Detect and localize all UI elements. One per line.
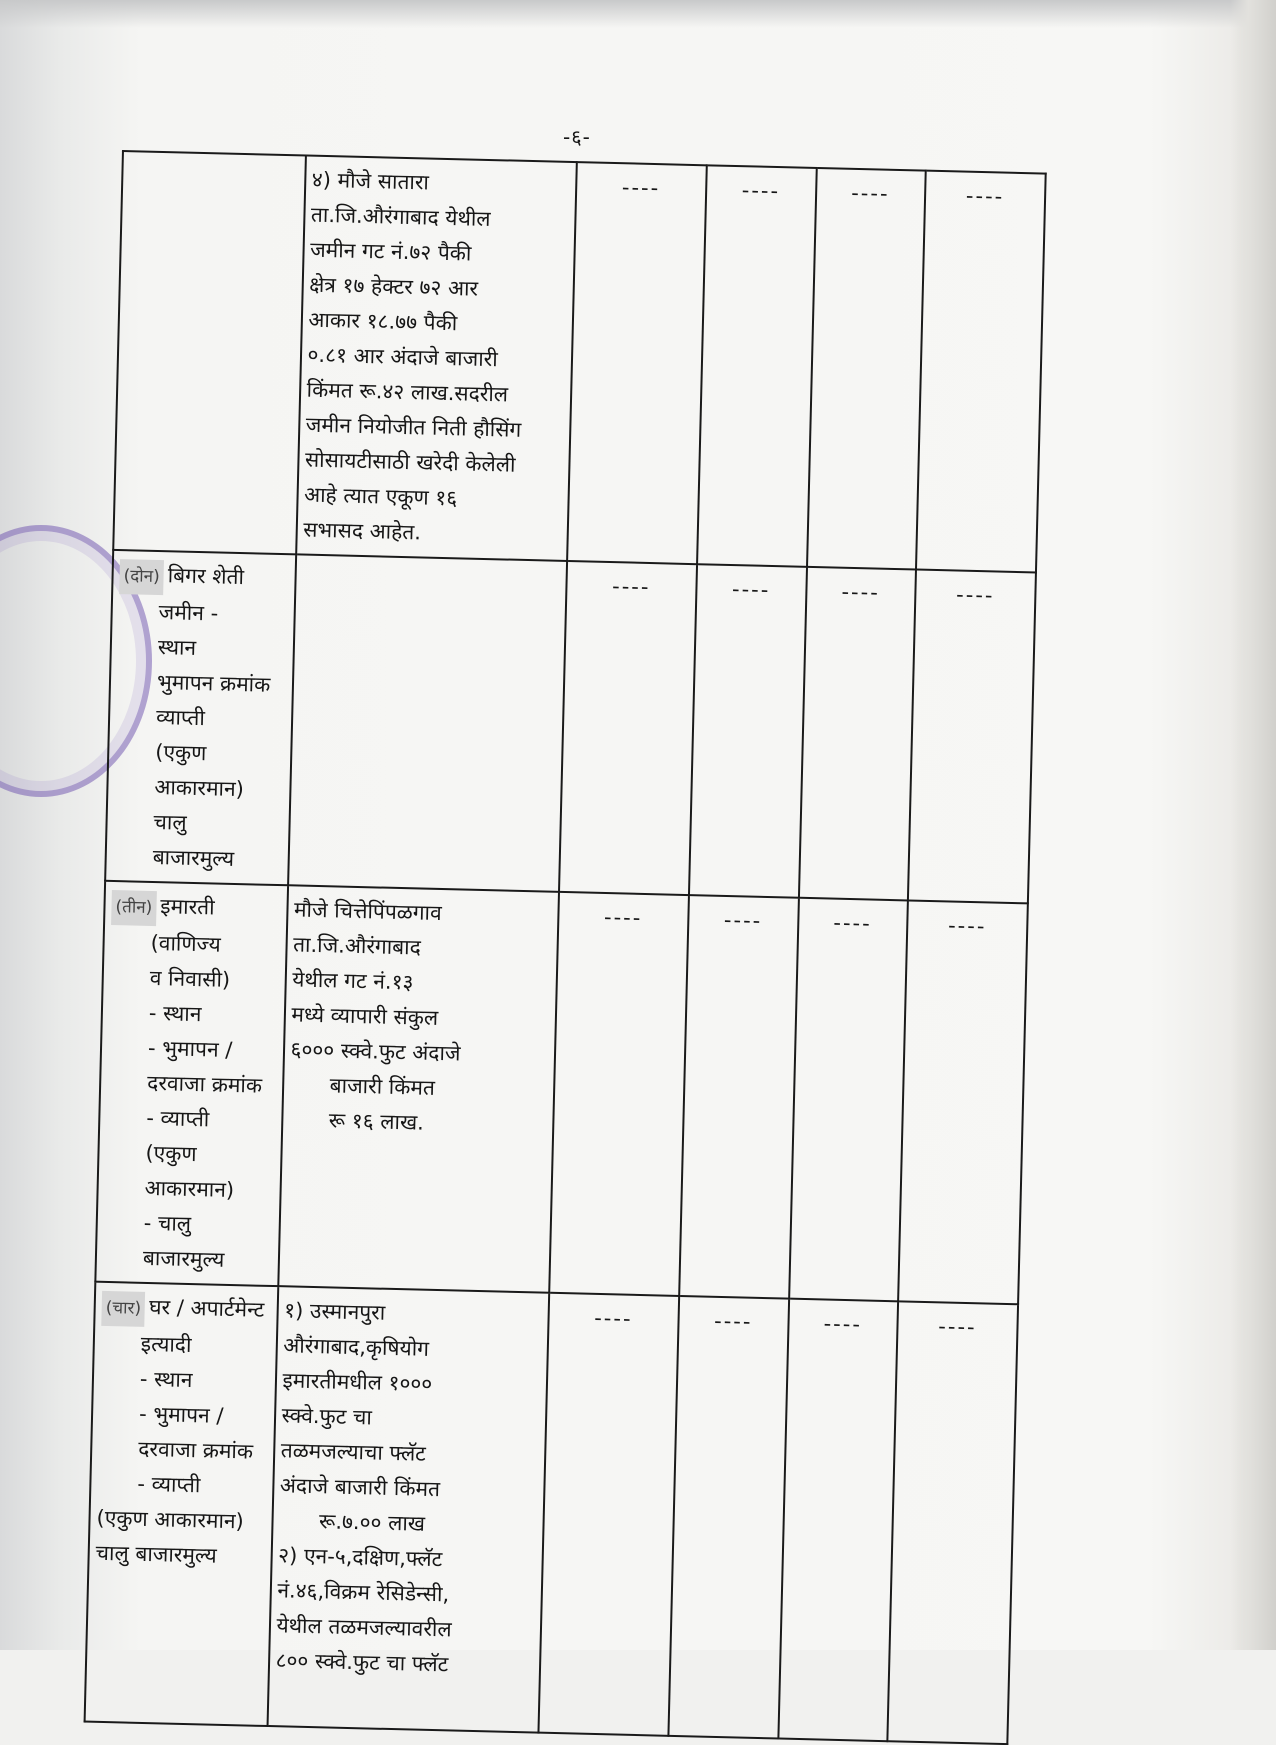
label-line: घर / अपार्टमेन्ट bbox=[149, 1295, 265, 1322]
row-number: (तीन) bbox=[111, 890, 157, 926]
desc-line: किंमत रू.४२ लाख.सदरील bbox=[306, 373, 564, 414]
desc-line: बाजारी किंमत bbox=[289, 1067, 547, 1108]
table-row bbox=[105, 550, 1036, 903]
label-line: - स्थान bbox=[108, 995, 277, 1034]
value-cell bbox=[898, 900, 1028, 1304]
desc-line: आहे त्यात एकूण १६ bbox=[304, 478, 562, 519]
desc-line: १) उस्मानपुरा bbox=[284, 1293, 542, 1334]
right-page-edge bbox=[1230, 0, 1276, 1650]
dash-placeholder: ---- bbox=[938, 1314, 977, 1339]
value-cell bbox=[697, 165, 816, 567]
desc-line: ४) मौजे सातारा bbox=[311, 163, 569, 204]
desc-line: येथील गट नं.१३ bbox=[292, 962, 550, 1003]
value-cell bbox=[668, 1296, 788, 1739]
label-line: व निवासी) bbox=[109, 960, 278, 999]
asset-details-table bbox=[84, 150, 1047, 1745]
desc-line: जमीन गट नं.७२ पैकी bbox=[310, 233, 568, 274]
label-line: (एकुण bbox=[115, 734, 284, 773]
value-cell bbox=[689, 564, 807, 898]
value-cell bbox=[549, 892, 689, 1296]
desc-line: आकार १८.७७ पैकी bbox=[308, 303, 566, 344]
desc-line: औरंगाबाद,कृषियोग bbox=[283, 1328, 541, 1369]
desc-line: ०.८१ आर अंदाजे बाजारी bbox=[307, 338, 565, 379]
label-line: - भुमापन / bbox=[99, 1396, 268, 1435]
label-line: बिगर शेती bbox=[167, 563, 244, 589]
label-line: दरवाजा क्रमांक bbox=[107, 1065, 276, 1104]
value-cell bbox=[887, 1301, 1018, 1744]
value-cell bbox=[789, 898, 908, 1302]
value-cell bbox=[679, 895, 798, 1299]
dash-placeholder: ---- bbox=[594, 1306, 633, 1331]
table-row bbox=[113, 151, 1045, 572]
desc-line: येथील तळमजल्यावरील bbox=[276, 1608, 534, 1649]
desc-line: नं.४६,विक्रम रेसिडेन्सी, bbox=[277, 1573, 535, 1614]
label-line: इमारती bbox=[160, 894, 215, 919]
label-line: आकारमान) bbox=[104, 1170, 273, 1209]
dash-placeholder: ---- bbox=[724, 908, 763, 933]
desc-line: जमीन नियोजीत निती हौसिंग bbox=[305, 408, 563, 449]
value-cell bbox=[807, 168, 926, 570]
row-description-cell bbox=[296, 155, 577, 561]
label-line: दरवाजा क्रमांक bbox=[98, 1431, 267, 1470]
dash-placeholder: ---- bbox=[823, 1311, 862, 1336]
desc-line: रू.७.०० लाख bbox=[279, 1503, 537, 1544]
value-cell bbox=[798, 567, 916, 901]
row-description-cell bbox=[267, 1286, 549, 1732]
dash-placeholder: ---- bbox=[714, 1309, 753, 1334]
dash-placeholder: ---- bbox=[851, 181, 890, 206]
label-line: - स्थान bbox=[100, 1361, 269, 1400]
desc-line: मौजे चित्तेपिंपळगाव bbox=[294, 892, 552, 933]
row-label-cell bbox=[113, 151, 305, 554]
label-line: व्याप्ती bbox=[116, 699, 285, 738]
label-line: भुमापन क्रमांक bbox=[117, 664, 286, 703]
desc-line: ता.जि.औरंगाबाद bbox=[293, 927, 551, 968]
dash-placeholder: ---- bbox=[948, 913, 987, 938]
row-label-cell bbox=[105, 550, 296, 885]
desc-line: स्क्वे.फुट चा bbox=[281, 1398, 539, 1439]
label-line: - भुमापन / bbox=[108, 1030, 277, 1069]
desc-line: क्षेत्र १७ हेक्टर ७२ आर bbox=[309, 268, 567, 309]
value-cell bbox=[778, 1299, 898, 1742]
row-description-cell bbox=[288, 554, 567, 892]
desc-line: इमारतीमधील १००० bbox=[282, 1363, 540, 1404]
desc-line: रू १६ लाख. bbox=[288, 1102, 546, 1143]
label-line: - व्याप्ती bbox=[97, 1466, 266, 1505]
label-line: (एकुण आकारमान) bbox=[96, 1501, 265, 1540]
desc-line: ता.जि.औरंगाबाद येथील bbox=[311, 198, 569, 239]
dash-placeholder: ---- bbox=[956, 583, 995, 608]
row-number: (दोन) bbox=[119, 559, 164, 595]
desc-line: सभासद आहेत. bbox=[303, 513, 561, 554]
dash-placeholder: ---- bbox=[833, 911, 872, 936]
dash-placeholder: ---- bbox=[612, 574, 651, 599]
dash-placeholder: ---- bbox=[732, 577, 771, 602]
top-binding-shadow bbox=[0, 0, 1276, 28]
desc-line: मध्ये व्यापारी संकुल bbox=[291, 997, 549, 1038]
desc-line: सोसायटीसाठी खरेदी केलेली bbox=[305, 443, 563, 484]
value-cell bbox=[916, 171, 1046, 573]
desc-line: ८०० स्क्वे.फुट चा फ्लॅट bbox=[275, 1643, 533, 1684]
label-line: (एकुण bbox=[105, 1135, 274, 1174]
row-description-cell bbox=[278, 885, 559, 1293]
label-line: इत्यादी bbox=[100, 1326, 269, 1365]
value-cell bbox=[567, 162, 707, 564]
value-cell bbox=[908, 570, 1036, 904]
label-line: आकारमान) bbox=[114, 769, 283, 808]
label-line: जमीन - bbox=[118, 594, 287, 633]
desc-line: अंदाजे बाजारी किंमत bbox=[279, 1468, 537, 1509]
dash-placeholder: ---- bbox=[622, 175, 661, 200]
table-row bbox=[85, 1282, 1018, 1744]
desc-line: २) एन-५,दक्षिण,फ्लॅट bbox=[278, 1538, 536, 1579]
row-number: (चार) bbox=[101, 1291, 145, 1327]
desc-line: ६००० स्क्वे.फुट अंदाजे bbox=[290, 1032, 548, 1073]
value-cell bbox=[559, 561, 697, 895]
label-line: - चालु bbox=[103, 1205, 272, 1244]
dash-placeholder: ---- bbox=[966, 184, 1005, 209]
dash-placeholder: ---- bbox=[841, 580, 880, 605]
label-line: बाजारमुल्य bbox=[112, 839, 281, 878]
label-line: बाजारमुल्य bbox=[103, 1240, 272, 1279]
value-cell bbox=[538, 1293, 679, 1736]
label-line: - व्याप्ती bbox=[106, 1100, 275, 1139]
label-line: (वाणिज्य bbox=[110, 925, 279, 964]
desc-line: तळमजल्याचा फ्लॅट bbox=[280, 1433, 538, 1474]
label-line: स्थान bbox=[117, 629, 286, 668]
dash-placeholder: ---- bbox=[742, 178, 781, 203]
label-line: चालु बाजारमुल्य bbox=[95, 1536, 264, 1575]
table-row bbox=[95, 881, 1028, 1304]
row-label-cell bbox=[85, 1282, 278, 1726]
page-number: -६- bbox=[563, 123, 591, 150]
dash-placeholder: ---- bbox=[604, 905, 643, 930]
row-label-cell bbox=[95, 881, 287, 1286]
label-line: चालु bbox=[113, 804, 282, 843]
